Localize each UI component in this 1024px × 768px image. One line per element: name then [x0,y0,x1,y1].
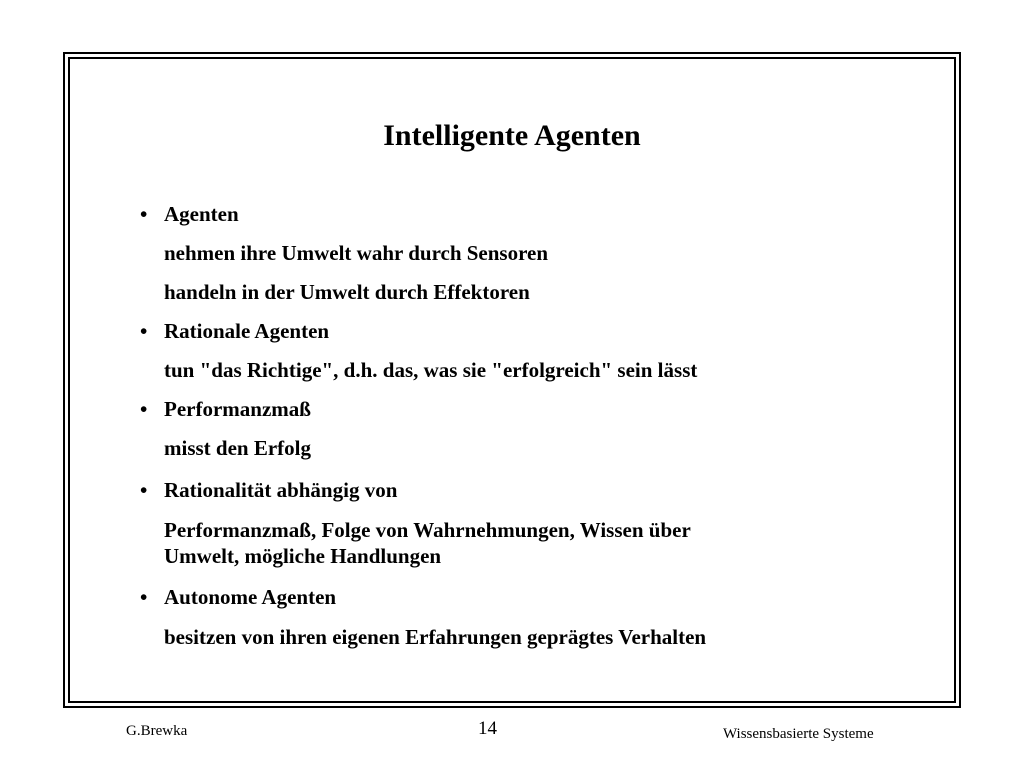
bullet-heading-rationalitaet: Rationalität abhängig von [164,478,398,502]
bullet-heading-performanzmass: Performanzmaß [164,397,311,421]
footer-course-name: Wissensbasierte Systeme [723,726,874,742]
bullet-detail: misst den Erfolg [164,436,311,460]
bullet-detail: tun "das Richtige", d.h. das, was sie "erfolgreich" sein lässt [164,358,698,382]
bullet-marker: • [140,585,148,609]
bullet-marker: • [140,478,148,502]
bullet-heading-agenten: Agenten [164,202,239,226]
page-number: 14 [478,718,497,739]
bullet-heading-autonome-agenten: Autonome Agenten [164,585,337,609]
bullet-detail: besitzen von ihren eigenen Erfahrungen geprägtes Verhalten [164,625,707,649]
bullet-detail: nehmen ihre Umwelt wahr durch Sensoren [164,241,549,265]
bullet-heading-rationale-agenten: Rationale Agenten [164,319,330,343]
bullet-detail: handeln in der Umwelt durch Effektoren [164,280,530,304]
bullet-detail: Performanzmaß, Folge von Wahrnehmungen, Wissen über [164,518,691,542]
footer-author: G.Brewka [126,723,188,739]
bullet-marker: • [140,397,148,421]
bullet-detail: Umwelt, mögliche Handlungen [164,544,442,568]
bullet-marker: • [140,319,148,343]
slide-title: Intelligente Agenten [383,119,641,152]
bullet-marker: • [140,202,148,226]
